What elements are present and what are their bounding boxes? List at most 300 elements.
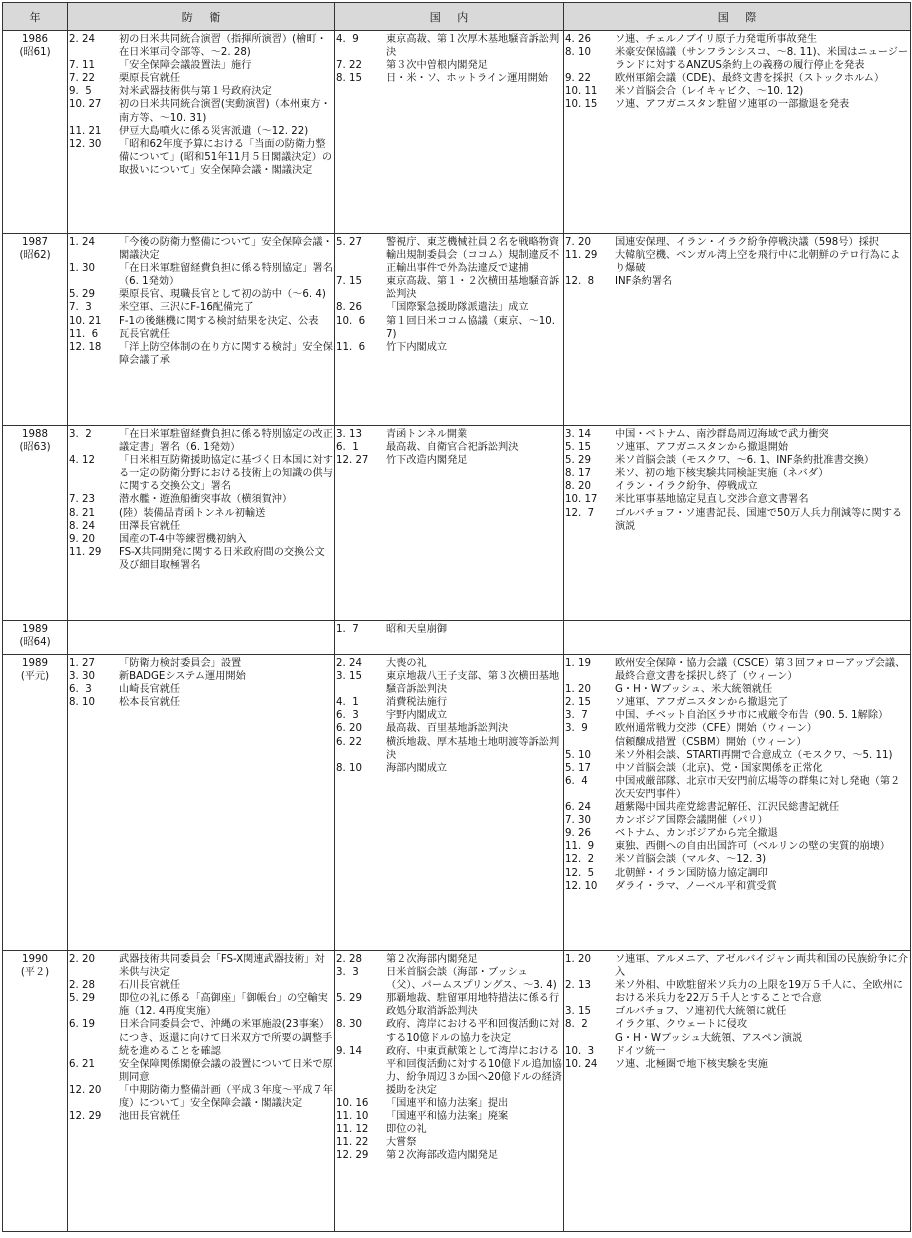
header-defense: 防衛 <box>68 3 335 31</box>
event-entry <box>69 979 333 992</box>
event-text: ソ連、北極圏で地下核実験を実施 <box>615 1058 768 1070</box>
event-text: ゴルバチョフ、ソ連初代大統領に就任 <box>615 1006 787 1018</box>
event-entry <box>69 1084 333 1110</box>
event-entry <box>69 683 333 696</box>
table-row <box>3 621 911 655</box>
event-entry <box>69 657 333 670</box>
table-row <box>3 426 911 621</box>
event-entry <box>336 709 562 722</box>
event-entry <box>565 853 909 866</box>
event-text: ダライ・ラマ、ノーベル平和賞受賞 <box>615 880 777 892</box>
event-text: 「中期防衛力整備計画（平成３年度～平成７年度）について」安全保障会議・閣議決定 <box>119 1084 333 1110</box>
event-date: 12. 7 <box>565 507 595 519</box>
event-text: 第３次中曽根内閣発足 <box>386 60 488 72</box>
event-date: 3. 3 <box>336 967 359 979</box>
event-entry <box>565 827 909 840</box>
event-text: 竹下内閣成立 <box>386 341 448 353</box>
event-date: 10. 15 <box>565 99 598 111</box>
defense-cell <box>68 426 335 621</box>
event-entry <box>565 85 909 98</box>
event-date: 5. 29 <box>565 455 591 467</box>
event-date: 4. 9 <box>336 34 359 45</box>
event-entry <box>336 670 562 696</box>
event-text: ソ連、アフガニスタン駐留ソ連軍の一部撤退を発表 <box>615 99 850 111</box>
defense-cell <box>68 234 335 426</box>
domestic-cell <box>335 621 564 655</box>
event-date: 7. 23 <box>69 494 95 506</box>
event-text: 東京高裁、第１・２次横田基地騒音訴訟判決 <box>386 276 560 301</box>
event-entry <box>336 762 562 775</box>
event-text: イラン・イラク紛争、停戦成立 <box>615 481 758 493</box>
event-text: 日米合同委員会で、沖縄の米軍施設(23事案）につき、返還に向けて日米双方で所要の調整手続を進めることを確認 <box>119 1019 333 1057</box>
era-label: (昭64) <box>19 637 51 648</box>
international-cell <box>564 426 911 621</box>
event-date: 2. 13 <box>565 980 591 992</box>
event-entry <box>565 98 909 111</box>
event-text: 那覇地裁、駐留軍用地特措法に係る行政処分取消訴訟判決 <box>386 993 560 1018</box>
event-text: ソ連軍、アフガニスタンから撤退完了 <box>615 697 789 709</box>
event-date: 12. 18 <box>69 341 102 353</box>
event-date: 6. 19 <box>69 1019 95 1031</box>
event-date: 6. 20 <box>336 723 362 735</box>
event-text: 田澤長官就任 <box>119 520 181 532</box>
year-cell <box>3 426 68 621</box>
event-entry <box>336 301 562 314</box>
event-date: 9. 26 <box>565 828 591 840</box>
event-date: 7. 22 <box>69 73 95 85</box>
event-text: ドイツ統一 <box>615 1045 666 1057</box>
event-text: 最高裁、自衛官合祀訴訟判決 <box>386 442 519 454</box>
event-text: 武器技術共同委員会「FS-X関連武器技術」対米供与決定 <box>119 954 325 979</box>
event-text: 伊豆大島噴火に係る災害派遣（～12. 22) <box>119 125 309 137</box>
event-text: 安全保障関係閣僚会議の設置について日米で原則同意 <box>119 1058 333 1083</box>
event-text: 米ソ外相、中欧駐留米ソ兵力の上限を19万５千人に、全欧州における米兵力を22万５千人とすることで合意 <box>615 980 904 1005</box>
event-text: G・H・Wブッシュ大統領、アスペン演説 <box>615 1032 803 1044</box>
event-entry <box>336 275 562 301</box>
event-entry <box>336 1097 562 1110</box>
event-entry <box>565 867 909 880</box>
event-text: 欧州軍縮会議（CDE)、最終文書を採択（ストックホルム） <box>615 73 885 85</box>
event-date: 1. 20 <box>565 684 591 696</box>
event-entry <box>336 341 562 354</box>
event-date: 7. 20 <box>565 237 591 248</box>
event-entry <box>565 775 909 801</box>
event-text: 「在日米軍駐留経費負担に係る特別協定」署名（6. 1発効） <box>119 263 333 288</box>
event-date: 8. 26 <box>336 302 362 314</box>
event-date: 8. 2 <box>565 1019 588 1031</box>
event-entry <box>565 683 909 696</box>
event-text: 米豪安保協議（サンフランシスコ、～8. 11)、米国はニュージーランドに対するANZUS条約上の義務の履行停止を発表 <box>615 47 909 72</box>
event-text: 第２次海部改造内閣発足 <box>386 1150 499 1162</box>
event-text: 初の日米共同統合演習(実動演習)（本州東方・南方等、～10. 31) <box>119 99 331 124</box>
event-text: 欧州安全保障・協力会議（CSCE）第３回フォローアップ会議、最終合意文書を採択し終了（ウィーン） <box>615 658 906 683</box>
event-date: 10. 17 <box>565 494 598 506</box>
event-entry <box>565 736 909 749</box>
event-entry <box>565 507 909 533</box>
event-entry <box>565 801 909 814</box>
event-entry <box>565 493 909 506</box>
event-date: 5. 29 <box>69 289 95 301</box>
event-date: 4. 1 <box>336 697 359 709</box>
table-row <box>3 951 911 1232</box>
event-entry <box>336 722 562 735</box>
year-cell <box>3 234 68 426</box>
event-date: 8. 17 <box>565 468 591 480</box>
event-text: 「今後の防衛力整備について」安全保障会議・閣議決定 <box>119 237 333 262</box>
event-date: 1. 20 <box>565 954 591 965</box>
event-date: 2. 28 <box>69 980 95 992</box>
event-text: 東独、西側への自由出国許可（ベルリンの壁の実質的崩壊） <box>615 841 891 853</box>
year-label: 1988 <box>22 429 48 440</box>
event-entry <box>565 454 909 467</box>
event-date: 5. 27 <box>336 237 362 248</box>
event-date: 9. 22 <box>565 73 591 85</box>
event-date: 6. 24 <box>565 802 591 814</box>
event-text: ソ連、チェルノブイリ原子力発電所事故発生 <box>615 34 818 45</box>
event-entry <box>69 138 333 177</box>
event-entry <box>336 623 562 636</box>
event-text: 信頼醸成措置（CSBM）開始（ウィーン） <box>615 736 807 748</box>
event-entry <box>69 493 333 506</box>
event-entry <box>565 953 909 979</box>
event-entry <box>69 670 333 683</box>
defense-cell <box>68 655 335 951</box>
event-entry <box>69 72 333 85</box>
event-text: 「国際緊急援助隊派遣法」成立 <box>386 302 529 314</box>
event-date: 12. 8 <box>565 276 595 288</box>
event-text: ソ連軍、アルメニア、アゼルバイジャン両共和国の民族紛争に介入 <box>615 954 908 979</box>
event-text: 「国連平和協力法案」廃案 <box>386 1111 509 1123</box>
header-year: 年 <box>3 3 68 31</box>
event-text: 即位の礼に係る「高御座」「御帳台」の空輸実施（12. 4再度実施） <box>119 993 328 1018</box>
event-entry <box>336 59 562 72</box>
event-entry <box>565 480 909 493</box>
event-date: 12. 29 <box>336 1150 369 1162</box>
event-date: 6. 22 <box>336 736 362 748</box>
event-text: 横浜地裁、厚木基地土地明渡等訴訟判決 <box>386 736 560 761</box>
event-text: 米比軍事基地協定見直し交渉合意文書署名 <box>615 494 809 506</box>
domestic-cell <box>335 234 564 426</box>
event-text: 欧州通常戦力交渉（CFE）開始（ウィーン） <box>615 723 817 735</box>
event-entry <box>69 454 333 493</box>
event-date: 11. 21 <box>69 125 102 137</box>
event-date: 4. 26 <box>565 34 591 45</box>
event-text: 栗原長官、現職長官として初の訪中（～6. 4) <box>119 289 326 301</box>
event-entry <box>565 880 909 893</box>
event-date: 7. 11 <box>69 60 95 72</box>
event-text: 栗原長官就任 <box>119 73 181 85</box>
year-cell <box>3 31 68 234</box>
era-label: (昭61) <box>19 47 51 58</box>
event-text: 政府、湾岸における平和回復活動に対する10億ドルの協力を決定 <box>386 1019 560 1044</box>
international-cell <box>564 234 911 426</box>
event-entry <box>565 467 909 480</box>
year-label: 1990 <box>22 954 48 965</box>
event-date: 5. 10 <box>565 749 591 761</box>
event-entry <box>69 328 333 341</box>
event-date: 3. 2 <box>69 429 92 440</box>
event-text: 中ソ首脳会談（北京)、党・国家関係を正常化 <box>615 762 823 774</box>
event-text: 米ソ外相会談、STARTⅠ再開で合意成立（モスクワ、～5. 11) <box>615 749 893 761</box>
event-entry <box>565 657 909 683</box>
event-entry <box>69 546 333 572</box>
event-entry <box>565 46 909 72</box>
event-date: 10. 24 <box>565 1058 598 1070</box>
event-date: 2. 24 <box>336 658 362 669</box>
event-entry <box>336 992 562 1018</box>
event-text: 新BADGEシステム運用開始 <box>119 671 246 683</box>
event-entry <box>69 33 333 59</box>
event-text: ゴルバチョフ・ソ連書記長、国連で50万人兵力削減等に関する演説 <box>615 507 903 532</box>
event-date: 3. 13 <box>336 429 362 440</box>
event-entry <box>565 1032 909 1045</box>
event-date: 2. 28 <box>336 954 362 965</box>
event-entry <box>69 953 333 979</box>
event-text: 大韓航空機、ベンガル湾上空を飛行中に北朝鮮のテロ行為により爆破 <box>615 250 901 275</box>
event-date: 8. 10 <box>336 762 362 774</box>
event-text: 米ソ、初の地下核実験共同検証実施（ネバダ） <box>615 468 829 480</box>
event-date: 7. 3 <box>69 302 92 314</box>
event-date: 2. 15 <box>565 697 591 709</box>
event-entry <box>69 85 333 98</box>
event-date: 5. 17 <box>565 762 591 774</box>
event-date: 11. 22 <box>336 1137 369 1149</box>
domestic-cell <box>335 31 564 234</box>
year-label: 1987 <box>22 237 48 248</box>
event-date: 8. 21 <box>69 507 95 519</box>
event-entry <box>69 315 333 328</box>
event-entry <box>336 1045 562 1097</box>
event-text: 日米首脳会談（海部・ブッシュ（父）、パームスプリングス、～3. 4) <box>386 967 557 992</box>
event-text: 「日米相互防衛援助協定に基づく日本国に対する一定の防衛分野における技術上の知識の供与に関する交換公文」署名 <box>119 455 333 493</box>
international-cell <box>564 951 911 1232</box>
international-cell <box>564 31 911 234</box>
event-date: 12. 10 <box>565 880 598 892</box>
event-entry <box>565 1018 909 1031</box>
event-date: 7. 22 <box>336 60 362 72</box>
event-date: 2. 20 <box>69 954 95 965</box>
event-entry <box>565 249 909 275</box>
event-entry <box>69 992 333 1018</box>
event-entry <box>565 275 909 288</box>
defense-cell <box>68 31 335 234</box>
event-date: 3. 15 <box>565 1006 591 1018</box>
event-entry <box>336 966 562 992</box>
event-entry <box>565 709 909 722</box>
event-date: 12. 30 <box>69 138 102 150</box>
event-text: 「安全保障会議設置法」施行 <box>119 60 252 72</box>
event-date: 5. 29 <box>336 993 362 1005</box>
event-entry <box>69 1110 333 1123</box>
event-entry <box>69 533 333 546</box>
event-text: 大嘗祭 <box>386 1137 417 1149</box>
event-text: 即位の礼 <box>386 1124 427 1136</box>
event-entry <box>565 33 909 46</box>
event-entry <box>336 454 562 467</box>
event-entry <box>69 125 333 138</box>
event-entry <box>69 696 333 709</box>
event-entry <box>69 236 333 262</box>
event-text: ソ連軍、アフガニスタンから撤退開始 <box>615 442 789 454</box>
event-entry <box>336 428 562 441</box>
event-entry <box>565 1005 909 1018</box>
domestic-cell <box>335 655 564 951</box>
event-date <box>565 736 615 749</box>
event-text: 「在日米軍駐留経費負担に係る特別協定の改正議定書」署名（6. 1発効） <box>119 429 333 454</box>
event-text: 池田長官就任 <box>119 1111 181 1123</box>
event-date: 12. 27 <box>336 455 369 467</box>
event-date: 5. 29 <box>69 993 95 1005</box>
event-text: 海部内閣成立 <box>386 762 448 774</box>
event-date: 3. 14 <box>565 429 591 440</box>
event-text: 米ソ首脳会合（レイキャビク、～10. 12) <box>615 86 804 98</box>
event-date: 10. 3 <box>565 1045 595 1057</box>
event-entry <box>336 1136 562 1149</box>
event-text: 松本長官就任 <box>119 697 181 709</box>
event-text: 中国戒厳部隊、北京市天安門前広場等の群集に対し発砲（第２次天安門事件） <box>615 775 901 800</box>
event-entry <box>336 236 562 275</box>
table-row <box>3 655 911 951</box>
event-date: 9. 14 <box>336 1045 362 1057</box>
event-entry <box>336 1149 562 1162</box>
event-text: 政府、中東貢献策として湾岸における平和回復活動に対する10億ドル追加協力、紛争周辺３か国へ20億ドルの経済援助を決定 <box>386 1045 562 1096</box>
event-entry <box>69 507 333 520</box>
event-date: 1. 7 <box>336 624 359 635</box>
event-date: 7. 15 <box>336 276 362 288</box>
event-entry <box>69 341 333 367</box>
event-date: 10. 27 <box>69 99 102 111</box>
event-date: 8. 10 <box>69 697 95 709</box>
event-date: 1. 30 <box>69 263 95 275</box>
event-date: 1. 24 <box>69 237 95 248</box>
event-date: 11. 12 <box>336 1124 369 1136</box>
event-entry <box>565 762 909 775</box>
event-text: 石川長官就任 <box>119 980 181 992</box>
event-text: 東京地裁八王子支部、第３次横田基地騒音訴訟判決 <box>386 671 560 696</box>
event-date: 11. 10 <box>336 1111 369 1123</box>
event-text: 米ソ首脳会談（マルタ、～12. 3) <box>615 854 767 866</box>
event-entry <box>336 315 562 341</box>
chronology-table <box>2 2 911 1232</box>
year-cell <box>3 655 68 951</box>
event-entry <box>565 814 909 827</box>
event-text: 山崎長官就任 <box>119 684 181 696</box>
event-entry <box>69 1018 333 1057</box>
event-entry <box>336 1123 562 1136</box>
event-date: 8. 24 <box>69 520 95 532</box>
event-entry <box>336 657 562 670</box>
event-text: (陸）装備品青函トンネル初輸送 <box>119 507 266 519</box>
event-date: 6. 3 <box>69 684 92 696</box>
event-text: 国産のT-4中等練習機初納入 <box>119 533 247 545</box>
event-entry <box>565 749 909 762</box>
header-domestic: 国内 <box>335 3 564 31</box>
event-text: 米ソ首脳会談（モスクワ、～6. 1、INF条約批准書交換） <box>615 455 875 467</box>
international-cell <box>564 621 911 655</box>
event-text: ベトナム、カンボジアから完全撤退 <box>615 828 778 840</box>
event-entry <box>565 840 909 853</box>
header-row <box>3 3 911 31</box>
event-entry <box>565 722 909 735</box>
event-text: 大喪の礼 <box>386 658 427 669</box>
event-text: 対米武器技術供与第１号政府決定 <box>119 86 272 98</box>
domestic-cell <box>335 951 564 1232</box>
event-date: 1. 27 <box>69 658 95 669</box>
event-entry <box>336 953 562 966</box>
event-date: 7. 30 <box>565 815 591 827</box>
event-entry <box>565 1045 909 1058</box>
event-entry <box>69 262 333 288</box>
event-entry <box>565 72 909 85</box>
event-text: G・H・Wブッシュ、米大統領就任 <box>615 684 773 696</box>
event-text: 潜水艦・遊漁船衝突事故（横須賀沖） <box>119 494 293 506</box>
event-date <box>565 1032 615 1045</box>
event-text: 青函トンネル開業 <box>386 429 468 440</box>
event-text: カンボジア国際会議開催（パリ） <box>615 815 768 827</box>
event-date: 11. 6 <box>69 328 99 340</box>
era-label: (平元) <box>20 671 50 682</box>
event-date: 3. 7 <box>565 710 588 722</box>
event-text: 日・米・ソ、ホットライン運用開始 <box>386 73 548 85</box>
event-entry <box>565 236 909 249</box>
event-text: 米空軍、三沢にF-16配備完了 <box>119 302 254 314</box>
event-text: 消費税法施行 <box>386 697 448 709</box>
event-date: 11. 29 <box>565 250 598 262</box>
event-date: 8. 20 <box>565 481 591 493</box>
event-date: 11. 9 <box>565 841 595 853</box>
event-entry <box>336 1018 562 1044</box>
event-entry <box>336 441 562 454</box>
event-text: 瓦長官就任 <box>119 328 170 340</box>
domestic-cell <box>335 426 564 621</box>
event-text: 第１回日米ココム協議（東京、～10. 7) <box>386 315 556 340</box>
event-text: F-1の後継機に関する検討結果を決定、公表 <box>119 315 319 327</box>
defense-cell <box>68 621 335 655</box>
event-text: 「洋上防空体制の在り方に関する検討」安全保障会議了承 <box>119 341 333 366</box>
event-text: 宇野内閣成立 <box>386 710 448 722</box>
table-body <box>3 31 911 1232</box>
event-entry <box>69 520 333 533</box>
event-text: 「防衛力検討委員会」設置 <box>119 658 242 669</box>
event-date: 10. 6 <box>336 315 366 327</box>
event-entry <box>336 33 562 59</box>
event-entry <box>336 696 562 709</box>
event-entry <box>69 288 333 301</box>
event-text: 第２次海部内閣発足 <box>386 954 478 965</box>
event-date: 4. 12 <box>69 455 95 467</box>
event-text: 初の日米共同統合演習（指揮所演習）(檜町・在日米軍司令部等、～2. 28) <box>119 34 327 59</box>
event-date: 3. 30 <box>69 671 95 683</box>
event-text: 趙紫陽中国共産党総書記解任、江沢民総書記就任 <box>615 802 840 814</box>
event-date: 3. 15 <box>336 671 362 683</box>
year-label: 1989 <box>22 624 48 635</box>
event-entry <box>69 1058 333 1084</box>
event-date: 9. 20 <box>69 533 95 545</box>
event-date: 10. 11 <box>565 86 598 98</box>
event-date: 8. 30 <box>336 1019 362 1031</box>
event-date: 8. 10 <box>565 47 591 59</box>
event-date: 8. 15 <box>336 73 362 85</box>
event-date: 12. 20 <box>69 1084 102 1096</box>
event-entry <box>565 696 909 709</box>
event-entry <box>69 59 333 72</box>
event-entry <box>565 428 909 441</box>
event-date: 12. 5 <box>565 867 595 879</box>
event-date: 6. 4 <box>565 775 588 787</box>
event-date: 5. 15 <box>565 442 591 454</box>
event-text: 昭和天皇崩御 <box>386 624 448 635</box>
event-entry <box>336 1110 562 1123</box>
